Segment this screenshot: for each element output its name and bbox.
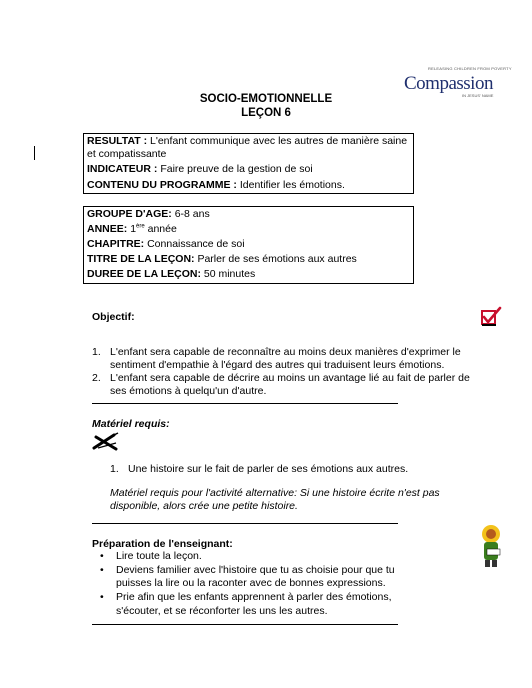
lesson-outcome-box (83, 133, 414, 194)
list-item (92, 564, 402, 590)
materiel-note: Matériel requis pour l'activité alternative: Si une histoire écrite n'est pas disponible, alors crée une petite histoire. (110, 487, 440, 513)
titre-value: Parler de ses émotions aux autres (197, 253, 357, 265)
groupe-label: GROUPE D'AGE: (87, 208, 172, 220)
resultat-label: RESULTAT : (87, 135, 148, 147)
contenu-row (84, 179, 413, 193)
list-item (92, 591, 402, 617)
logo-wordmark: Compassion (404, 73, 493, 94)
pencil-crayon-icon (92, 431, 122, 453)
logo-subline: IN JESUS' NAME (462, 93, 494, 98)
bullet: • (100, 550, 104, 562)
logo-tagline: RELEASING CHILDREN FROM POVERTY (428, 66, 512, 71)
chapitre-row (84, 238, 413, 252)
page-subtitle: LEÇON 6 (241, 107, 291, 119)
annee-label: ANNEE: (87, 223, 128, 235)
indicateur-value: Faire preuve de la gestion de soi (160, 163, 313, 176)
indicateur-label: INDICATEUR : (87, 163, 158, 176)
bullet: • (100, 564, 104, 577)
lesson-info-box (83, 206, 414, 284)
contenu-label: CONTENU DU PROGRAMME : (87, 179, 237, 192)
resultat-row (84, 134, 413, 161)
preparation-list (92, 550, 402, 618)
list-text: L'enfant sera capable de reconnaître au moins deux manières d'exprimer le sentiment d'empathie à l'égard des autres qui traduisent leurs émotions. (110, 346, 461, 372)
titre-row (84, 253, 413, 267)
list-text: L'enfant sera capable de décrire au moins un avantage lié au fait de parler de ses émotions à quelqu'un d'autre. (110, 372, 470, 398)
resultat-value: L'enfant communique avec les autres de manière saine et compatissante (87, 135, 408, 161)
list-text: Prie afin que les enfants apprennent à parler des émotions, s'écouter, et se réconforter les uns les autres. (116, 591, 392, 617)
chapitre-value: Connaissance de soi (147, 238, 245, 250)
section-divider (92, 403, 398, 404)
list-number: 1. (92, 346, 101, 358)
groupe-value: 6-8 ans (174, 208, 210, 220)
list-text: Lire toute la leçon. (116, 550, 202, 562)
section-divider (92, 624, 398, 625)
bullet: • (100, 591, 104, 604)
annee-sup: ère (136, 223, 145, 230)
preparation-heading: Préparation de l'enseignant: (92, 538, 233, 550)
objectif-list (92, 346, 472, 399)
contenu-value: Identifier les émotions. (239, 179, 345, 192)
annee-row (84, 223, 413, 237)
indicateur-row (84, 163, 413, 177)
objectif-heading: Objectif: (92, 311, 135, 323)
list-item (92, 372, 472, 398)
checkbox-check-icon (480, 306, 502, 328)
list-number: 2. (92, 372, 101, 385)
list-text: Une histoire sur le fait de parler de ses émotions aux autres. (128, 463, 409, 475)
chapitre-label: CHAPITRE: (87, 238, 145, 250)
duree-label: DUREE DE LA LEÇON: (87, 268, 201, 280)
duree-value: 50 minutes (203, 268, 256, 280)
teacher-icon (478, 524, 504, 568)
page-title: SOCIO-EMOTIONNELLE (199, 93, 333, 105)
materiel-heading: Matériel requis: (92, 418, 170, 430)
materiel-item (110, 463, 470, 476)
text-cursor (34, 146, 35, 160)
titre-label: TITRE DE LA LEÇON: (87, 253, 195, 265)
list-item (92, 346, 472, 372)
groupe-row (84, 208, 413, 222)
section-divider (92, 523, 398, 524)
list-item (92, 550, 402, 563)
annee-suffix: année (147, 223, 177, 235)
list-number: 1. (110, 463, 119, 475)
annee-value: 1 (130, 223, 137, 235)
duree-row (84, 268, 413, 282)
list-text: Deviens familier avec l'histoire que tu as choisie pour que tu puisses la lire ou la raconter avec de bonnes expressions. (116, 564, 395, 590)
list-item (110, 463, 470, 476)
